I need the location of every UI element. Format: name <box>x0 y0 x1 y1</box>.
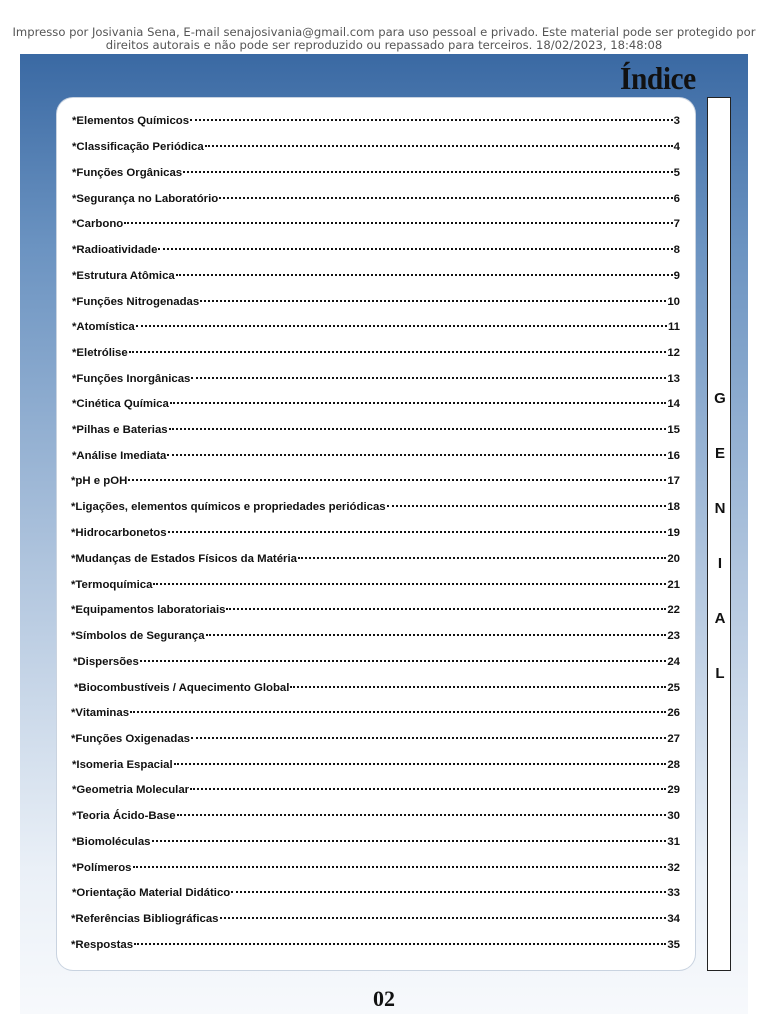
toc-entry <box>71 578 680 594</box>
toc-entry-page: 20 <box>667 553 680 565</box>
toc-dot-leader <box>128 471 666 481</box>
toc-entry-page: 25 <box>667 682 680 694</box>
toc-entry <box>72 835 680 851</box>
toc-dot-leader <box>220 909 667 919</box>
toc-dot-leader <box>191 729 666 739</box>
toc-dot-leader <box>140 652 666 662</box>
toc-entry-page: 16 <box>667 450 680 462</box>
toc-dot-leader <box>219 189 672 199</box>
side-tab-letter: G <box>714 390 726 407</box>
toc-entry <box>72 397 680 413</box>
toc-dot-leader <box>177 806 667 816</box>
side-tab-letter: E <box>714 445 725 462</box>
toc-entry-page: 31 <box>667 836 680 848</box>
toc-dot-leader <box>168 523 667 533</box>
toc-entry-page: 11 <box>667 321 680 333</box>
toc-entry-title: *Orientação Material Didático <box>72 887 231 899</box>
toc-entry-title: *Mudanças de Estados Físicos da Matéria <box>71 553 297 565</box>
toc-entry-page: 34 <box>667 913 680 925</box>
toc-entry-title: *Radioatividade <box>72 244 158 256</box>
toc-entry-page: 24 <box>667 656 680 668</box>
toc-dot-leader <box>387 497 667 507</box>
toc-entry-page: 30 <box>667 810 680 822</box>
toc-entry-page: 4 <box>673 141 680 153</box>
toc-dot-leader <box>290 678 666 688</box>
toc-entry-page: 28 <box>667 759 680 771</box>
toc-entry <box>71 552 680 568</box>
watermark-line-1: Impresso por Josivania Sena, E-mail senajosivania@gmail.com para uso pessoal e privado. Este material pode ser protegido por <box>12 25 756 39</box>
toc-entry-title: *Dispersões <box>73 656 139 668</box>
toc-entry <box>72 809 680 825</box>
toc-entry-title: *Carbono <box>72 218 124 230</box>
side-tab-letter: N <box>714 500 726 517</box>
toc-entry <box>72 192 680 208</box>
toc-dot-leader <box>191 369 666 379</box>
toc-entry-page: 9 <box>673 270 680 282</box>
toc-entry <box>72 886 680 902</box>
toc-dot-leader <box>298 549 666 559</box>
toc-entry-title: *Geometria Molecular <box>72 784 190 796</box>
toc-entry-page: 3 <box>673 115 680 127</box>
toc-entry-page: 14 <box>667 398 680 410</box>
toc-entry-page: 8 <box>673 244 680 256</box>
toc-entry-title: *Hidrocarbonetos <box>71 527 167 539</box>
toc-entry-page: 18 <box>667 501 680 513</box>
toc-dot-leader <box>205 137 673 147</box>
watermark-notice <box>0 26 768 52</box>
toc-entry-title: *Referências Bibliográficas <box>71 913 219 925</box>
toc-entry-title: *Pilhas e Baterias <box>72 424 168 436</box>
toc-entry-page: 27 <box>667 733 680 745</box>
side-tab-letter: L <box>715 665 725 682</box>
toc-dot-leader <box>174 755 667 765</box>
toc-entry <box>72 346 680 362</box>
toc-dot-leader <box>129 343 667 353</box>
toc-dot-leader <box>134 935 666 945</box>
toc-entry-title: *Vitaminas <box>71 707 130 719</box>
toc-entry <box>72 114 680 130</box>
toc-entry <box>71 706 680 722</box>
toc-entry-page: 35 <box>667 939 680 951</box>
toc-entry-title: *Funções Orgânicas <box>72 167 183 179</box>
toc-entry-page: 7 <box>673 218 680 230</box>
toc-entry-page: 32 <box>667 862 680 874</box>
toc-dot-leader <box>176 266 673 276</box>
toc-entry-title: *Biocombustíveis / Aquecimento Global <box>74 682 290 694</box>
side-tab-letter: A <box>714 610 726 627</box>
toc-entry-page: 5 <box>673 167 680 179</box>
toc-entry-title: *Cinética Química <box>72 398 169 410</box>
toc-dot-leader <box>190 780 666 790</box>
toc-entry <box>72 243 680 259</box>
toc-dot-leader <box>170 394 666 404</box>
toc-entry-title: *Símbolos de Segurança <box>71 630 205 642</box>
toc-entry-title: *Isomeria Espacial <box>72 759 173 771</box>
toc-entry <box>72 449 680 465</box>
toc-entry-title: *Análise Imediata <box>72 450 167 462</box>
toc-dot-leader <box>133 858 667 868</box>
page-number: 02 <box>373 986 395 1011</box>
toc-entry <box>72 783 680 799</box>
page-title: Índice <box>620 60 696 96</box>
side-tab-letter: I <box>717 555 723 572</box>
toc-entry-page: 6 <box>673 193 680 205</box>
toc-dot-leader <box>158 240 672 250</box>
toc-entry <box>71 629 680 645</box>
toc-dot-leader <box>136 317 667 327</box>
toc-entry <box>72 295 680 311</box>
toc-entry <box>72 861 680 877</box>
toc-entry-page: 22 <box>667 604 680 616</box>
toc-entry <box>72 140 680 156</box>
toc-entry-title: *Estrutura Atômica <box>72 270 175 282</box>
toc-entry-page: 21 <box>667 579 680 591</box>
toc-entry <box>73 655 680 671</box>
toc-entry-page: 19 <box>667 527 680 539</box>
toc-entry <box>72 320 680 336</box>
toc-entry-title: *Eletrólise <box>72 347 128 359</box>
toc-entry-title: *Segurança no Laboratório <box>72 193 219 205</box>
toc-entry <box>72 269 680 285</box>
toc-entry-page: 10 <box>667 296 680 308</box>
toc-entry-title: *Teoria Ácido-Base <box>72 810 176 822</box>
toc-entry-title: *Equipamentos laboratoriais <box>71 604 226 616</box>
toc-entry <box>72 217 680 233</box>
watermark-line-2: direitos autorais e não pode ser reproduzido ou repassado para terceiros. 18/02/2023, 18:48:08 <box>105 38 663 52</box>
toc-entry-title: *Ligações, elementos químicos e propriedades periódicas <box>71 501 386 513</box>
toc-dot-leader <box>200 292 666 302</box>
toc-dot-leader <box>206 626 667 636</box>
toc-dot-leader <box>169 420 667 430</box>
toc-entry <box>72 166 680 182</box>
toc-dot-leader <box>152 832 667 842</box>
toc-entry-title: *Termoquímica <box>71 579 153 591</box>
toc-entry-page: 12 <box>667 347 680 359</box>
toc-dot-leader <box>183 163 673 173</box>
toc-entry-page: 23 <box>667 630 680 642</box>
toc-entry-page: 15 <box>667 424 680 436</box>
toc-entry <box>71 732 680 748</box>
toc-entry <box>71 526 680 542</box>
toc-entry-title: *Funções Oxigenadas <box>71 733 191 745</box>
toc-entry <box>72 423 680 439</box>
toc-dot-leader <box>130 703 666 713</box>
toc-entry <box>72 372 680 388</box>
toc-entry <box>71 474 680 490</box>
toc-dot-leader <box>153 575 666 585</box>
toc-dot-leader <box>231 883 666 893</box>
toc-entry-title: *Funções Nitrogenadas <box>72 296 200 308</box>
toc-entry-title: *Respostas <box>71 939 134 951</box>
side-tab <box>707 97 731 971</box>
toc-dot-leader <box>190 111 673 121</box>
toc-entry-page: 29 <box>667 784 680 796</box>
toc-entry-title: *Biomoléculas <box>72 836 151 848</box>
toc-entry <box>71 938 680 954</box>
toc-entry-page: 17 <box>667 475 680 487</box>
toc-dot-leader <box>124 214 672 224</box>
toc-entry-page: 33 <box>667 887 680 899</box>
toc-entry-title: *Classificação Periódica <box>72 141 204 153</box>
toc-entry-title: *Elementos Químicos <box>72 115 190 127</box>
toc-entry <box>71 603 680 619</box>
toc-entry-title: *Atomística <box>72 321 135 333</box>
toc-entry-page: 26 <box>667 707 680 719</box>
toc-entry <box>74 681 680 697</box>
toc-entry <box>71 500 680 516</box>
toc-entry-title: *Funções Inorgânicas <box>72 373 191 385</box>
toc-dot-leader <box>226 600 666 610</box>
toc-entry <box>72 758 680 774</box>
toc-entry <box>71 912 680 928</box>
toc-entry-page: 13 <box>667 373 680 385</box>
toc-entry-title: *Polímeros <box>72 862 132 874</box>
toc-entry-title: *pH e pOH <box>71 475 128 487</box>
toc-dot-leader <box>167 446 666 456</box>
